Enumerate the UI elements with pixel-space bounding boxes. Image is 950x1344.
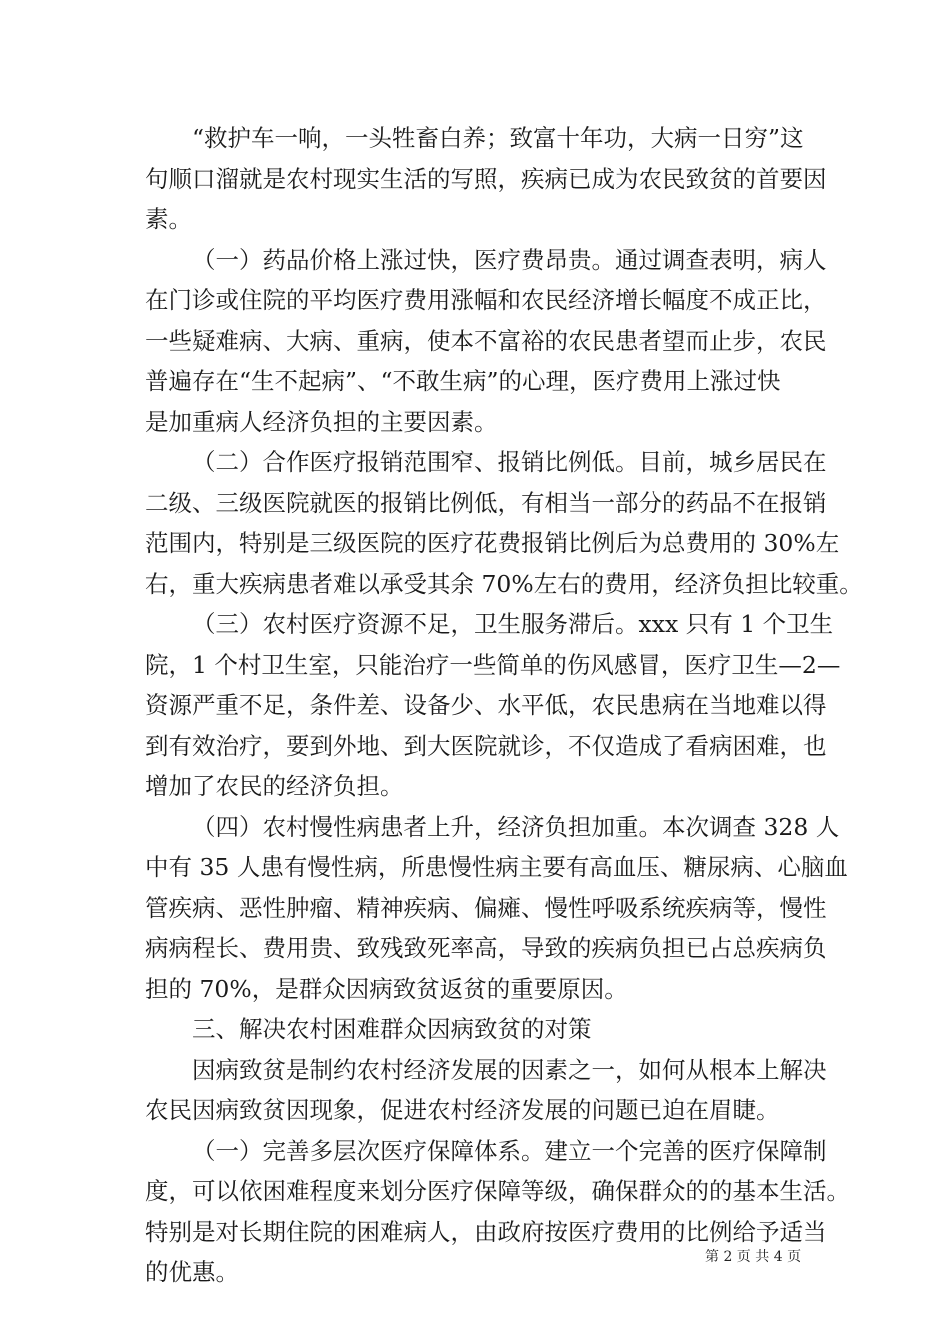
text-line: 素。 bbox=[145, 205, 192, 233]
text-line: （一）完善多层次医疗保障体系。建立一个完善的医疗保障制 bbox=[192, 1136, 827, 1165]
paragraph-countermeasures-intro bbox=[145, 1050, 827, 1091]
section-heading bbox=[145, 1009, 815, 1050]
heading-line: 三、解决农村困难群众因病致贫的对策 bbox=[192, 1015, 592, 1043]
paragraph-countermeasure-1 bbox=[145, 1131, 827, 1172]
text-line: 院，1 个村卫生室，只能治疗一些简单的伤风感冒，医疗卫生—2— bbox=[145, 650, 841, 679]
paragraph-section-4 bbox=[145, 807, 840, 848]
text-line: 右，重大疾病患者难以承受其余 70%左右的费用，经济负担比较重。 bbox=[145, 569, 863, 598]
text-line: 增加了农民的经济负担。 bbox=[145, 772, 404, 800]
text-line: 中有 35 人患有慢性病，所患慢性病主要有高血压、糖尿病、心脑血 bbox=[145, 853, 848, 881]
text-line: 特别是对长期住院的困难病人，由政府按医疗费用的比例给予适当 bbox=[145, 1217, 827, 1246]
text-line: （二）合作医疗报销范围窄、报销比例低。目前，城乡居民在 bbox=[192, 448, 827, 476]
text-line: 一些疑难病、大病、重病，使本不富裕的农民患者望而止步，农民 bbox=[145, 326, 827, 355]
text-line: 范围内，特别是三级医院的医疗花费报销比例后为总费用的 30%左 bbox=[145, 529, 840, 557]
text-line: 农民因病致贫因现象，促进农村经济发展的问题已迫在眉睫。 bbox=[145, 1096, 780, 1124]
text-line: 度，可以依困难程度来划分医疗保障等级，确保群众的的基本生活。 bbox=[145, 1177, 850, 1205]
text-line: 资源严重不足，条件差、设备少、水平低，农民患病在当地难以得 bbox=[145, 691, 827, 719]
text-line: “救护车一响，一头牲畜白养；致富十年功，大病一日穷”这 bbox=[192, 124, 804, 152]
text-line: 担的 70%，是群众因病致贫返贫的重要原因。 bbox=[145, 974, 628, 1003]
paragraph-section-3 bbox=[145, 604, 834, 645]
text-line: 到有效治疗，要到外地、到大医院就诊，不仅造成了看病困难，也 bbox=[145, 731, 827, 760]
text-line: 在门诊或住院的平均医疗费用涨幅和农民经济增长幅度不成正比， bbox=[145, 286, 827, 314]
paragraph-section-1 bbox=[145, 240, 827, 281]
text-line: （三）农村医疗资源不足，卫生服务滞后。xxx 只有 1 个卫生 bbox=[192, 610, 834, 638]
document-body bbox=[145, 118, 863, 1293]
text-line: 病病程长、费用贵、致残致死率高，导致的疾病负担已占总疾病负 bbox=[145, 934, 827, 962]
text-line: （一）药品价格上涨过快，医疗费昂贵。通过调查表明，病人 bbox=[192, 245, 827, 274]
text-line: 普遍存在“生不起病”、“不敢生病”的心理，医疗费用上涨过快 bbox=[145, 367, 781, 395]
text-line: 的优惠。 bbox=[145, 1258, 239, 1286]
text-line: 二级、三级医院就医的报销比例低，有相当一部分的药品不在报销 bbox=[145, 488, 827, 517]
text-line: 是加重病人经济负担的主要因素。 bbox=[145, 407, 498, 436]
text-line: 句顺口溜就是农村现实生活的写照，疾病已成为农民致贫的首要因 bbox=[145, 164, 827, 193]
text-line: （四）农村慢性病患者上升，经济负担加重。本次调查 328 人 bbox=[192, 812, 840, 841]
paragraph-intro bbox=[145, 118, 815, 159]
text-line: 因病致贫是制约农村经济发展的因素之一，如何从根本上解决 bbox=[192, 1055, 827, 1084]
text-line: 管疾病、恶性肿瘤、精神疾病、偏瘫、慢性呼吸系统疾病等，慢性 bbox=[145, 893, 827, 922]
paragraph-section-2 bbox=[145, 442, 827, 483]
page-number-footer: 第 2 页 共 4 页 bbox=[705, 1249, 802, 1265]
